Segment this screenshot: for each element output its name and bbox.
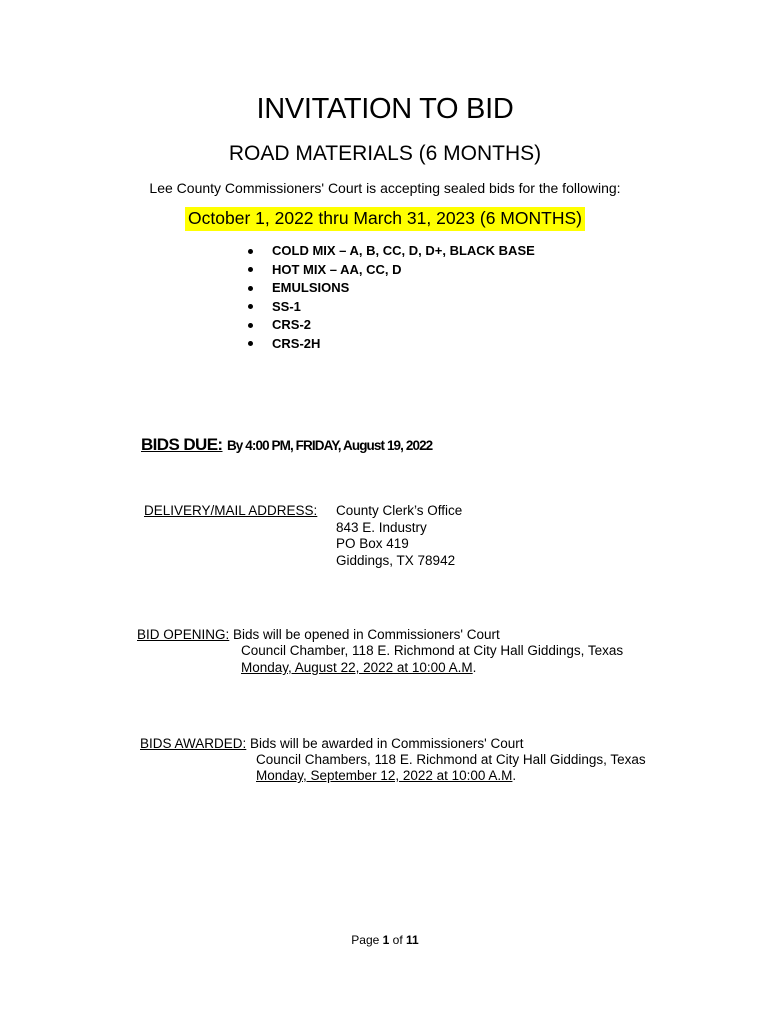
footer-total-pages: 11 xyxy=(406,933,419,947)
list-item-label: HOT MIX – AA, CC, D xyxy=(272,261,402,277)
bullet-icon xyxy=(248,249,253,254)
materials-list xyxy=(248,242,535,353)
page-footer xyxy=(0,933,770,947)
period-highlight: October 1, 2022 thru March 31, 2023 (6 MONTHS) xyxy=(185,207,585,231)
list-item xyxy=(248,242,535,261)
delivery-address xyxy=(336,503,462,569)
bid-opening-line2: Council Chamber, 118 E. Richmond at City Hall Giddings, Texas xyxy=(241,643,624,658)
bid-opening-line1 xyxy=(137,627,500,644)
footer-of-word: of xyxy=(392,933,403,947)
list-item xyxy=(248,335,535,354)
list-item xyxy=(248,279,535,298)
bids-due-line xyxy=(141,435,432,455)
bids-awarded-line2: Council Chambers, 118 E. Richmond at City Hall Giddings, Texas xyxy=(256,752,646,767)
bid-opening-label: BID OPENING: xyxy=(137,627,230,642)
document-subtitle: ROAD MATERIALS (6 MONTHS) xyxy=(228,142,542,165)
bids-awarded-line1 xyxy=(140,736,523,753)
list-item-label: CRS-2H xyxy=(272,335,321,351)
intro-text: Lee County Commissioners' Court is accepting sealed bids for the following: xyxy=(149,180,621,196)
list-item xyxy=(248,316,535,335)
bid-opening-date: Monday, August 22, 2022 at 10:00 A.M. xyxy=(241,660,477,675)
bid-opening-text: Bids will be opened in Commissioners' Court xyxy=(233,627,500,642)
footer-page-word: Page xyxy=(351,933,380,947)
bullet-icon xyxy=(248,304,253,309)
footer-current-page: 1 xyxy=(382,933,390,947)
bids-due-label: BIDS DUE: xyxy=(141,435,223,454)
bullet-icon xyxy=(248,286,253,291)
bullet-icon xyxy=(248,267,253,272)
address-line: 843 E. Industry xyxy=(336,519,427,535)
address-line: County Clerk’s Office xyxy=(336,503,463,518)
list-item-label: COLD MIX – A, B, CC, D, D+, BLACK BASE xyxy=(272,243,535,258)
bullet-icon xyxy=(248,341,253,346)
list-item xyxy=(248,298,535,317)
bids-awarded-date: Monday, September 12, 2022 at 10:00 A.M. xyxy=(256,768,517,783)
address-line: PO Box 419 xyxy=(336,536,409,551)
bullet-icon xyxy=(248,323,253,328)
bids-awarded-label: BIDS AWARDED: xyxy=(140,736,247,751)
document-title: INVITATION TO BID xyxy=(256,93,514,125)
delivery-label: DELIVERY/MAIL ADDRESS: xyxy=(144,503,318,518)
address-line: Giddings, TX 78942 xyxy=(336,552,456,568)
bids-awarded-text: Bids will be awarded in Commissioners' Court xyxy=(250,736,524,751)
list-item-label: SS-1 xyxy=(272,298,301,314)
period-line xyxy=(0,207,770,231)
list-item-label: EMULSIONS xyxy=(272,280,350,295)
list-item xyxy=(248,261,535,280)
bids-due-text: By 4:00 PM, FRIDAY, August 19, 2022 xyxy=(226,438,433,453)
list-item-label: CRS-2 xyxy=(272,317,312,332)
